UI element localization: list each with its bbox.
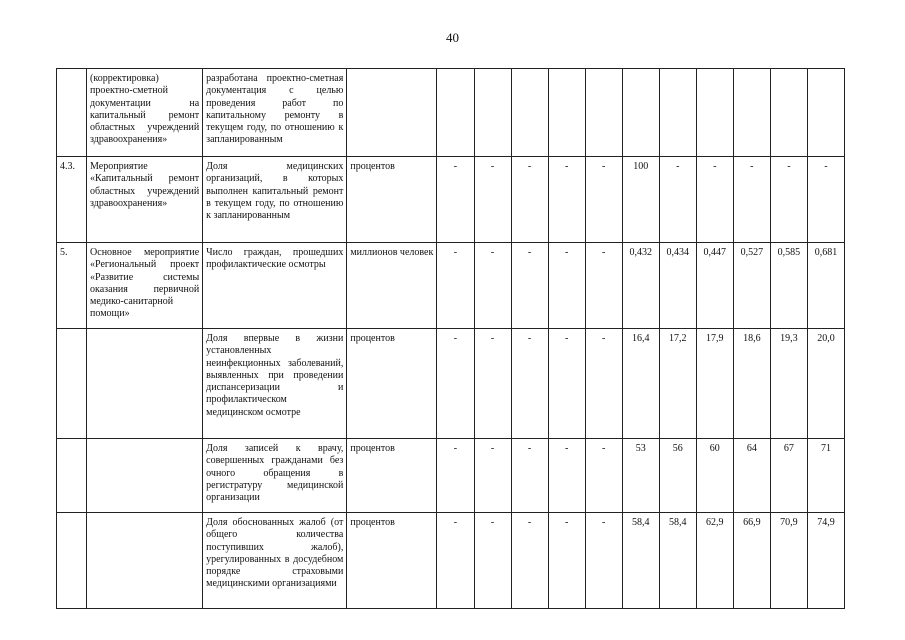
value-cell: - xyxy=(437,243,474,329)
value-cell: 0,434 xyxy=(659,243,696,329)
value-cell xyxy=(770,69,807,157)
unit-cell: процентов xyxy=(347,157,437,243)
value-cell: 70,9 xyxy=(770,513,807,609)
measure-name xyxy=(87,329,203,439)
value-cell: - xyxy=(659,157,696,243)
value-cell: 71 xyxy=(807,439,844,513)
measure-name: (корректировка) проектно-сметной документации на капитальный ремонт областных учреждений здравоохранения» xyxy=(87,69,203,157)
measure-name: Мероприятие «Капитальный ремонт областных учреждений здравоохранения» xyxy=(87,157,203,243)
row-number: 5. xyxy=(57,243,87,329)
value-cell: - xyxy=(474,243,511,329)
value-cell xyxy=(696,69,733,157)
value-cell: - xyxy=(437,513,474,609)
value-cell: - xyxy=(585,329,622,439)
indicator-name: Доля записей к врачу, совершенных гражданами без очного обращения в регистратуру медицинской организации xyxy=(203,439,347,513)
value-cell: 0,681 xyxy=(807,243,844,329)
row-number xyxy=(57,329,87,439)
value-cell: 60 xyxy=(696,439,733,513)
value-cell: - xyxy=(696,157,733,243)
value-cell: - xyxy=(770,157,807,243)
value-cell xyxy=(585,69,622,157)
value-cell: - xyxy=(548,157,585,243)
value-cell: 0,447 xyxy=(696,243,733,329)
row-number xyxy=(57,439,87,513)
value-cell: 74,9 xyxy=(807,513,844,609)
value-cell: - xyxy=(437,157,474,243)
value-cell: 62,9 xyxy=(696,513,733,609)
value-cell: - xyxy=(548,513,585,609)
value-cell: - xyxy=(474,513,511,609)
value-cell xyxy=(548,69,585,157)
table-row xyxy=(57,157,845,243)
value-cell: - xyxy=(585,157,622,243)
value-cell: 0,527 xyxy=(733,243,770,329)
indicator-name: Доля обоснованных жалоб (от общего количества поступивших жалоб), урегулированных в досудебном порядке страховыми медицинскими организациями xyxy=(203,513,347,609)
value-cell: - xyxy=(474,439,511,513)
indicator-name: Доля медицинских организаций, в которых выполнен капитальный ремонт в текущем году, по отношению к запланированным xyxy=(203,157,347,243)
value-cell xyxy=(622,69,659,157)
value-cell: 58,4 xyxy=(659,513,696,609)
value-cell: - xyxy=(511,329,548,439)
value-cell: 16,4 xyxy=(622,329,659,439)
value-cell: - xyxy=(548,439,585,513)
value-cell xyxy=(733,69,770,157)
value-cell: - xyxy=(474,329,511,439)
unit-cell: миллионов человек xyxy=(347,243,437,329)
value-cell: 53 xyxy=(622,439,659,513)
table-body xyxy=(57,69,845,609)
indicator-name: Число граждан, прошедших профилактические осмотры xyxy=(203,243,347,329)
value-cell: - xyxy=(807,157,844,243)
indicator-name: разработана проектно-сметная документация с целью проведения работ по капитальному ремонту в текущем году, по отношению к запланированным xyxy=(203,69,347,157)
value-cell: - xyxy=(548,243,585,329)
row-number xyxy=(57,513,87,609)
page-number: 40 xyxy=(446,30,459,45)
value-cell: 0,432 xyxy=(622,243,659,329)
measure-name xyxy=(87,439,203,513)
value-cell: - xyxy=(511,157,548,243)
value-cell: 66,9 xyxy=(733,513,770,609)
value-cell: 56 xyxy=(659,439,696,513)
value-cell: - xyxy=(733,157,770,243)
program-indicators-table xyxy=(56,68,845,609)
table-row xyxy=(57,439,845,513)
value-cell xyxy=(807,69,844,157)
table-row xyxy=(57,329,845,439)
value-cell: - xyxy=(437,329,474,439)
value-cell: 0,585 xyxy=(770,243,807,329)
table-row xyxy=(57,243,845,329)
value-cell xyxy=(659,69,696,157)
value-cell: 20,0 xyxy=(807,329,844,439)
value-cell: 100 xyxy=(622,157,659,243)
measure-name: Основное мероприятие «Региональный проект «Развитие системы оказания первичной медико-санитарной помощи» xyxy=(87,243,203,329)
value-cell: - xyxy=(437,439,474,513)
indicator-name: Доля впервые в жизни установленных неинфекционных заболеваний, выявленных при проведении диспансеризации и профилактическом медицинском осмотре xyxy=(203,329,347,439)
unit-cell xyxy=(347,69,437,157)
value-cell: 64 xyxy=(733,439,770,513)
unit-cell: процентов xyxy=(347,439,437,513)
value-cell: 18,6 xyxy=(733,329,770,439)
measure-name xyxy=(87,513,203,609)
value-cell: - xyxy=(511,439,548,513)
table-row xyxy=(57,513,845,609)
unit-cell: процентов xyxy=(347,329,437,439)
value-cell xyxy=(511,69,548,157)
value-cell: 58,4 xyxy=(622,513,659,609)
value-cell xyxy=(437,69,474,157)
value-cell xyxy=(474,69,511,157)
unit-cell: процентов xyxy=(347,513,437,609)
value-cell: - xyxy=(585,513,622,609)
value-cell: - xyxy=(474,157,511,243)
value-cell: - xyxy=(511,513,548,609)
value-cell: 17,9 xyxy=(696,329,733,439)
table-row xyxy=(57,69,845,157)
value-cell: 17,2 xyxy=(659,329,696,439)
value-cell: - xyxy=(511,243,548,329)
value-cell: - xyxy=(548,329,585,439)
value-cell: - xyxy=(585,243,622,329)
value-cell: 19,3 xyxy=(770,329,807,439)
value-cell: - xyxy=(585,439,622,513)
row-number xyxy=(57,69,87,157)
row-number: 4.3. xyxy=(57,157,87,243)
value-cell: 67 xyxy=(770,439,807,513)
